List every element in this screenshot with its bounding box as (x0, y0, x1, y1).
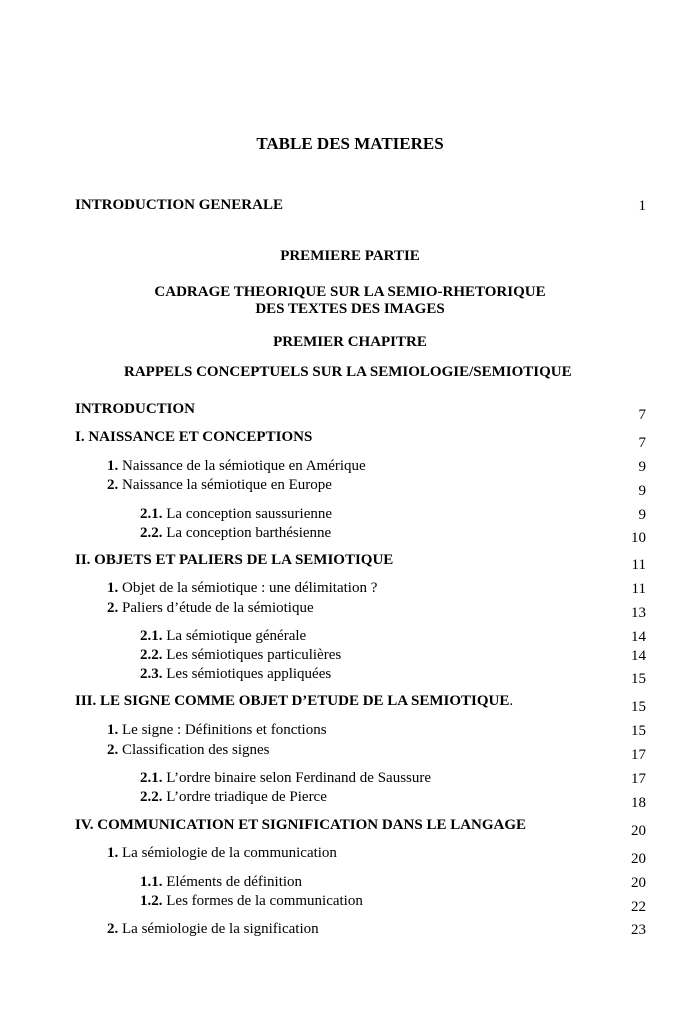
toc-entry (140, 666, 331, 683)
toc-entry (107, 600, 314, 617)
toc-entry (107, 921, 319, 938)
page-section-1: 7 (638, 435, 646, 451)
entry-number: 2.1. (140, 628, 163, 644)
entry-page: 17 (631, 747, 646, 763)
entry-label: Les sémiotiques particulières (166, 647, 342, 663)
entry-label: Eléments de définition (166, 874, 303, 890)
entry-label: La conception barthésienne (166, 525, 332, 541)
toc-entry-introduction: INTRODUCTION (75, 401, 196, 417)
chapter-title: RAPPELS CONCEPTUELS SUR LA SEMIOLOGIE/SEMIOTIQUE (124, 364, 572, 380)
entry-label: Naissance la sémiotique en Europe (122, 477, 332, 493)
entry-page: 11 (631, 581, 646, 597)
section-3-period: . (509, 693, 514, 709)
entry-page: 22 (631, 899, 646, 915)
entry-number: 2.2. (140, 789, 163, 805)
entry-number: 2. (107, 921, 119, 937)
toc-entry (140, 789, 327, 806)
entry-page: 17 (631, 771, 646, 787)
toc-entry (107, 477, 332, 494)
entry-page: 13 (631, 605, 646, 621)
page-introduction: 7 (638, 407, 646, 423)
entry-page: 9 (638, 507, 646, 523)
entry-page: 9 (638, 459, 646, 475)
toc-entry (140, 874, 302, 891)
entry-number: 2.2. (140, 525, 163, 541)
toc-entry (107, 722, 327, 739)
toc-entry (140, 506, 332, 523)
entry-page: 20 (631, 851, 646, 867)
entry-label: L’ordre triadique de Pierce (166, 789, 327, 805)
entry-page: 14 (631, 648, 646, 664)
entry-number: 1. (107, 722, 119, 738)
entry-number: 1. (107, 845, 119, 861)
toc-title: TABLE DES MATIERES (256, 134, 444, 153)
entry-number: 2. (107, 600, 119, 616)
entry-number: 2.1. (140, 506, 163, 522)
entry-page: 9 (638, 483, 646, 499)
toc-entry (140, 628, 306, 645)
page-section-2: 11 (631, 557, 646, 573)
entry-number: 2.1. (140, 770, 163, 786)
entry-number: 1.1. (140, 874, 163, 890)
entry-page: 10 (631, 530, 646, 546)
toc-entry (140, 770, 431, 787)
entry-label: Les sémiotiques appliquées (166, 666, 332, 682)
entry-page: 18 (631, 795, 646, 811)
toc-entry (140, 525, 331, 542)
intro-general-label: INTRODUCTION GENERALE (75, 197, 283, 213)
toc-entry (107, 845, 337, 862)
entry-label: Naissance de la sémiotique en Amérique (122, 458, 366, 474)
toc-entry (107, 458, 366, 475)
toc-entry (140, 893, 363, 910)
toc-section-2: II. OBJETS ET PALIERS DE LA SEMIOTIQUE (75, 552, 394, 568)
part-title-line2: DES TEXTES DES IMAGES (255, 301, 445, 317)
entry-label: Les formes de la communication (166, 893, 363, 909)
entry-label: La conception saussurienne (166, 506, 333, 522)
entry-number: 1.2. (140, 893, 163, 909)
entry-number: 2. (107, 477, 119, 493)
entry-label: La sémiologie de la communication (122, 845, 337, 861)
toc-entry (140, 647, 341, 664)
entry-page: 20 (631, 875, 646, 891)
entry-label: Paliers d’étude de la sémiotique (122, 600, 314, 616)
entry-page: 15 (631, 723, 646, 739)
entry-number: 2. (107, 742, 119, 758)
entry-label: La sémiologie de la signification (122, 921, 319, 937)
entry-page: 15 (631, 671, 646, 687)
intro-general-page: 1 (638, 198, 646, 214)
entry-number: 1. (107, 580, 119, 596)
entry-label: Objet de la sémiotique : une délimitation ? (122, 580, 378, 596)
part-name: PREMIERE PARTIE (280, 248, 420, 264)
entry-page: 23 (631, 922, 646, 938)
section-3-label: III. LE SIGNE COMME OBJET D’ETUDE DE LA SEMIOTIQUE (75, 693, 510, 709)
chapter-name: PREMIER CHAPITRE (273, 334, 427, 350)
entry-label: L’ordre binaire selon Ferdinand de Saussure (166, 770, 432, 786)
entry-label: La sémiotique générale (166, 628, 307, 644)
entry-label: Classification des signes (122, 742, 270, 758)
entry-number: 1. (107, 458, 119, 474)
page-section-4: 20 (631, 823, 646, 839)
page-section-3: 15 (631, 699, 646, 715)
toc-section-1: I. NAISSANCE ET CONCEPTIONS (75, 429, 313, 445)
toc-entry (107, 580, 377, 597)
toc-section-3 (75, 693, 513, 710)
entry-page: 14 (631, 629, 646, 645)
entry-number: 2.2. (140, 647, 163, 663)
toc-entry (107, 742, 269, 759)
entry-number: 2.3. (140, 666, 163, 682)
part-title-line1: CADRAGE THEORIQUE SUR LA SEMIO-RHETORIQUE (154, 284, 546, 300)
entry-label: Le signe : Définitions et fonctions (122, 722, 327, 738)
toc-section-4: IV. COMMUNICATION ET SIGNIFICATION DANS LE LANGAGE (75, 817, 527, 833)
